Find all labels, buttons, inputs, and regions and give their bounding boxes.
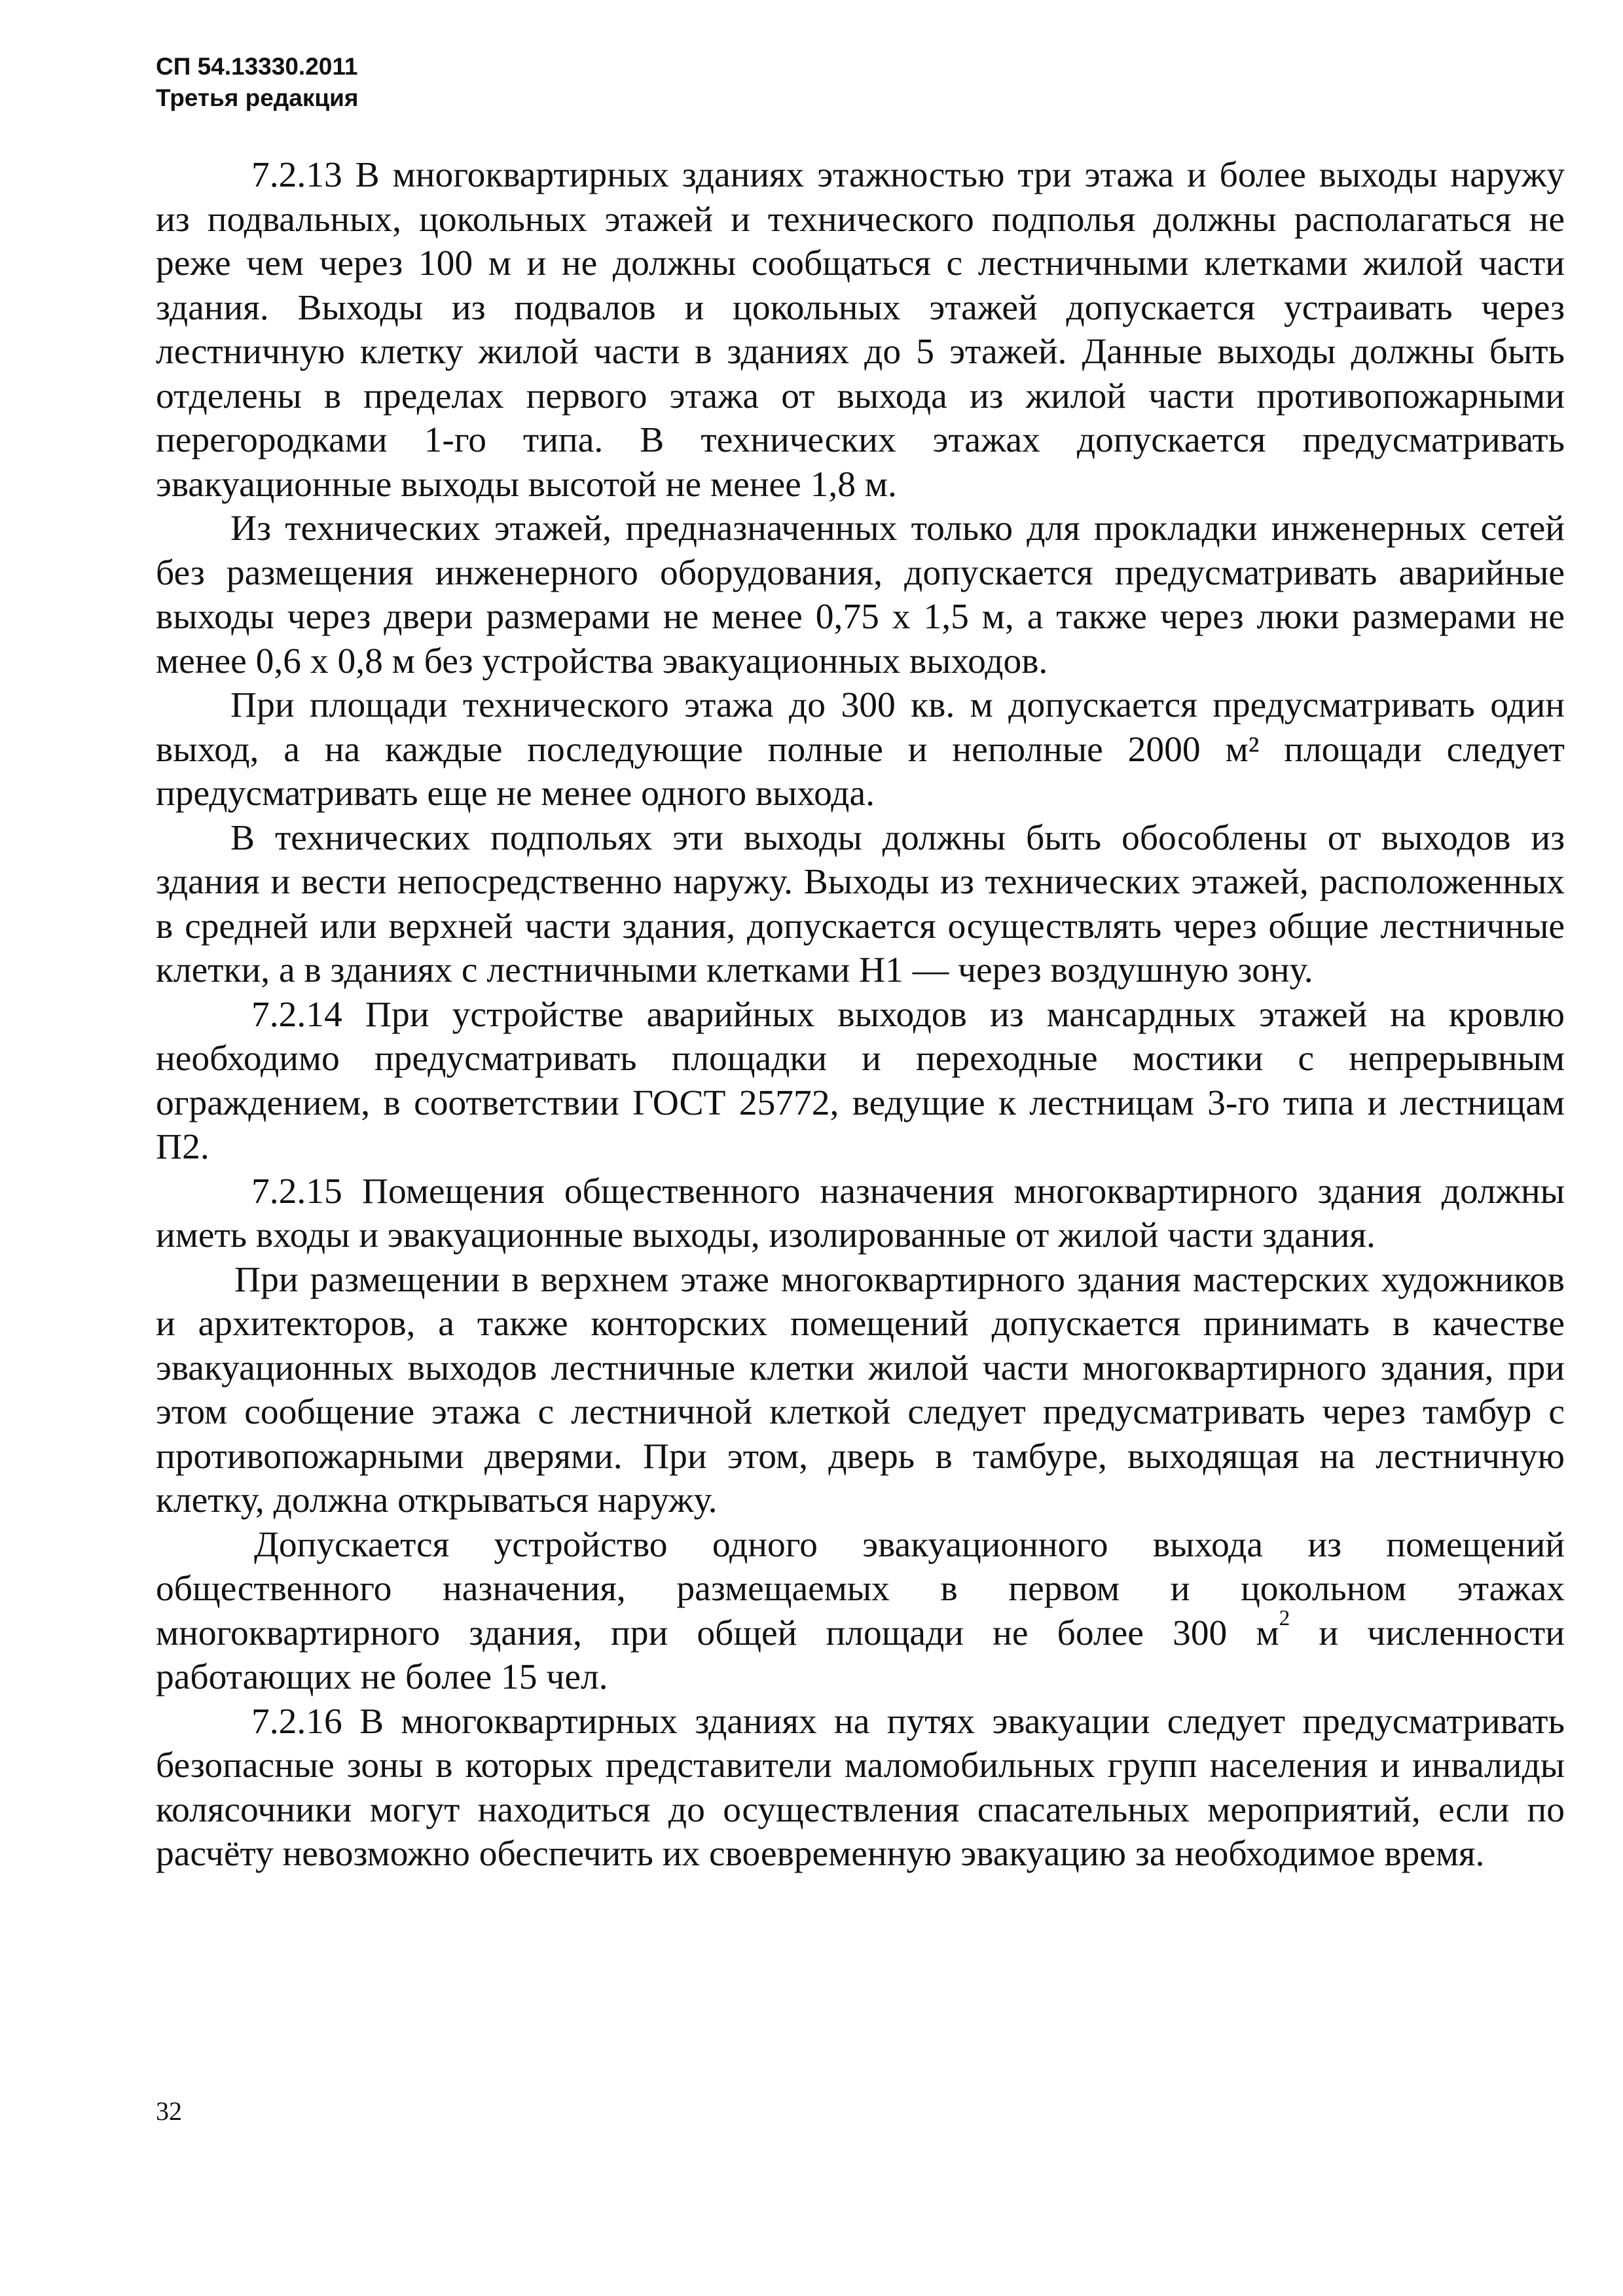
- paragraph-technical-floors-exits: Из технических этажей, предназначенных только для прокладки инженерных сетей без размещения инженерного оборудования, допускается предусматривать аварийные выходы через двери размерами не менее 0,75 х 1,5 м, а также через люки размерами не менее 0,6 х 0,8 м без устройства эвакуационных выходов.: [156, 509, 1565, 681]
- paragraph-technical-floor-area: При площади технического этажа до 300 кв. м допускается предусматривать один выход, а на каждые последующие полные и неполные 2000 м² площади следует предусматривать еще не менее одного выхода.: [156, 685, 1565, 814]
- paragraph-7-2-14: 7.2.14 При устройстве аварийных выходов из мансардных этажей на кровлю необходимо предусматривать площадки и переходные мостики с непрерывным ограждением, в соответствии ГОСТ 25772, ведущие к лестницам 3-го типа и лестницам П2.: [156, 994, 1565, 1167]
- single-exit-text-start: Допускается устройство одного эвакуационного выхода из помещений общественного назначения, размещаемых в первом и цокольном этажах многоквартирного здания, при общей площади не более 300 м: [156, 1524, 1565, 1653]
- paragraph-single-exit: [156, 1523, 1565, 1700]
- edition-label: Третья редакция: [156, 84, 359, 111]
- document-header: [156, 51, 358, 114]
- single-exit-text-end: и численности работающих не более 15 чел.: [156, 1613, 1565, 1697]
- paragraph-7-2-13: 7.2.13 В многоквартирных зданиях этажностью три этажа и более выходы наружу из подвальных, цокольных этажей и технического подполья должны располагаться не реже чем через 100 м и не должны сообщаться с лестничными клетками жилой части здания. Выходы из подвалов и цокольных этажей допускается устраивать через лестничную клетку жилой части в зданиях до 5 этажей. Данные выходы должны быть отделены в пределах первого этажа от выхода из жилой части противопожарными перегородками 1-го типа. В технических этажах допускается предусматривать эвакуационные выходы высотой не менее 1,8 м.: [156, 155, 1565, 505]
- paragraph-7-2-16: 7.2.16 В многоквартирных зданиях на путях эвакуации следует предусматривать безопасные зоны в которых представители маломобильных групп населения и инвалиды колясочники могут находиться до осуществления спасательных мероприятий, если по расчёту невозможно обеспечить их своевременную эвакуацию за необходимое время.: [156, 1701, 1565, 1874]
- paragraph-upper-floor-studios: При размещении в верхнем этаже многоквартирного здания мастерских художников и архитекторов, а также конторских помещений допускается принимать в качестве эвакуационных выходов лестничные клетки жилой части многоквартирного здания, при этом сообщение этажа с лестничной клеткой следует предусматривать через тамбур с противопожарными дверями. При этом, дверь в тамбуре, выходящая на лестничную клетку, должна открываться наружу.: [156, 1259, 1565, 1520]
- paragraph-technical-underfloor: В технических подпольях эти выходы должны быть обособлены от выходов из здания и вести непосредственно наружу. Выходы из технических этажей, расположенных в средней или верхней части здания, допускается осуществлять через общие лестничные клетки, а в зданиях с лестничными клетками Н1 — через воздушную зону.: [156, 817, 1565, 990]
- document-body: [156, 153, 1565, 1876]
- page-number: 32: [156, 2096, 182, 2126]
- paragraph-7-2-15: 7.2.15 Помещения общественного назначения многоквартирного здания должны иметь входы и эвакуационные выходы, изолированные от жилой части здания.: [156, 1171, 1565, 1255]
- superscript-2: 2: [1279, 1605, 1290, 1630]
- standard-code: СП 54.13330.2011: [156, 53, 358, 80]
